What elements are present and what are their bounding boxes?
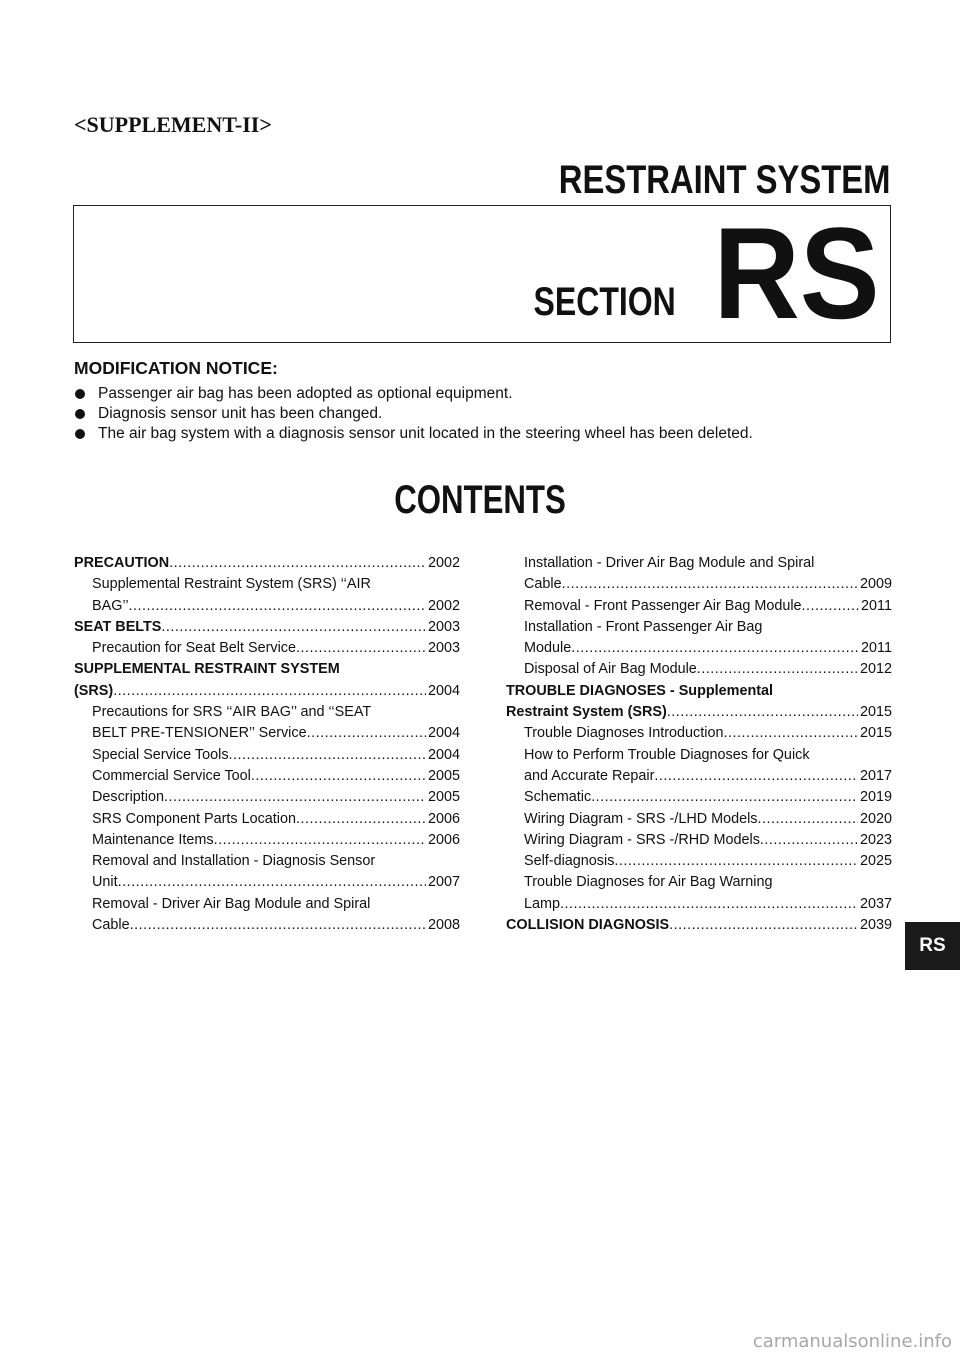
toc-entry-title: Wiring Diagram - SRS -/LHD Models: [524, 810, 758, 827]
toc-entry-title: and Accurate Repair: [524, 767, 655, 784]
toc-entry-title: Disposal of Air Bag Module: [524, 661, 697, 678]
toc-entry-title: Restraint System (SRS): [506, 704, 667, 721]
bullet-icon: [75, 389, 85, 399]
notice-item: The air bag system with a diagnosis sensor unit located in the steering wheel has been deleted.: [74, 424, 753, 444]
toc-entry-page: 2015: [859, 704, 892, 721]
toc-dot-leader: [562, 574, 858, 595]
toc-entry[interactable]: [506, 681, 892, 702]
toc-entry-title: Installation - Driver Air Bag Module and Spiral: [524, 555, 815, 571]
toc-entry-page: 2002: [427, 597, 460, 614]
toc-entry-title: Cable: [524, 576, 562, 593]
toc-entry[interactable]: [506, 894, 892, 915]
section-tab[interactable]: RS: [905, 922, 960, 970]
toc-entry-title: Unit: [92, 874, 118, 891]
toc-entry-page: 2007: [427, 874, 460, 891]
toc-entry-title: Module: [524, 640, 572, 657]
toc-entry[interactable]: [506, 723, 892, 744]
toc-entry-title: (SRS): [74, 682, 114, 699]
toc-entry-title: TROUBLE DIAGNOSES - Supplemental: [506, 682, 774, 699]
section-title: RESTRAINT SYSTEM: [558, 158, 890, 202]
toc-entry-title: BAG’’: [92, 597, 129, 614]
toc-entry[interactable]: [74, 681, 460, 702]
section-word: SECTION: [533, 280, 676, 324]
toc-dot-leader: [161, 617, 426, 638]
toc-dot-leader: [129, 596, 426, 617]
toc-entry[interactable]: [74, 787, 460, 808]
toc-entry-page: 2011: [861, 597, 892, 614]
toc-entry[interactable]: [506, 915, 892, 936]
toc-entry-title: Cable: [92, 917, 130, 934]
toc-entry-page: 2006: [427, 810, 460, 827]
toc-entry[interactable]: [74, 702, 460, 723]
toc-dot-leader: [802, 596, 860, 617]
toc-dot-leader: [654, 766, 858, 787]
toc-entry[interactable]: [506, 787, 892, 808]
toc-entry[interactable]: [74, 830, 460, 851]
toc-entry-title: Precaution for Seat Belt Service: [92, 640, 296, 657]
toc-dot-leader: [560, 894, 858, 915]
toc-entry[interactable]: [74, 766, 460, 787]
supplement-label: <SUPPLEMENT-II>: [74, 112, 272, 137]
toc-left-column: [74, 553, 460, 936]
toc-dot-leader: [113, 681, 426, 702]
toc-entry-title: Maintenance Items: [92, 831, 214, 848]
toc-entry[interactable]: [506, 830, 892, 851]
toc-entry-page: 2004: [427, 682, 460, 699]
toc-entry[interactable]: [506, 638, 892, 659]
toc-entry-title: Installation - Front Passenger Air Bag: [524, 618, 763, 635]
toc-entry[interactable]: [506, 745, 892, 766]
toc-entry-title: Removal and Installation - Diagnosis Sensor: [92, 853, 376, 870]
toc-entry[interactable]: [74, 851, 460, 872]
notice-item: Diagnosis sensor unit has been changed.: [74, 404, 753, 424]
toc-entry[interactable]: [74, 553, 460, 574]
toc-entry[interactable]: [74, 745, 460, 766]
notice-item: Passenger air bag has been adopted as optional equipment.: [74, 384, 753, 404]
toc-entry[interactable]: [506, 617, 892, 638]
toc-entry-title: Self-diagnosis: [524, 853, 615, 870]
toc-entry[interactable]: [506, 702, 892, 723]
toc-dot-leader: [214, 830, 426, 851]
toc-entry[interactable]: [74, 638, 460, 659]
toc-entry-title: Wiring Diagram - SRS -/RHD Models: [524, 831, 760, 848]
toc-entry[interactable]: [74, 872, 460, 893]
toc-entry[interactable]: [74, 809, 460, 830]
toc-entry-title: SUPPLEMENTAL RESTRAINT SYSTEM: [74, 661, 340, 678]
section-code: RS: [713, 200, 880, 346]
toc-entry[interactable]: [506, 574, 892, 595]
toc-entry-title: SEAT BELTS: [74, 618, 162, 635]
watermark: carmanualsonline.info: [752, 1331, 952, 1352]
contents-title: CONTENTS: [394, 478, 566, 522]
toc-entry-page: 2003: [427, 640, 460, 657]
toc-dot-leader: [130, 915, 426, 936]
toc-entry-page: 2037: [859, 895, 892, 912]
toc-entry-title: Removal - Driver Air Bag Module and Spiral: [92, 895, 371, 912]
toc-entry[interactable]: [506, 851, 892, 872]
toc-entry-title: Schematic: [524, 789, 592, 806]
toc-entry-page: 2005: [427, 789, 460, 806]
toc-entry-page: 2004: [427, 725, 460, 742]
toc-dot-leader: [296, 638, 426, 659]
bullet-icon: [75, 409, 85, 419]
modification-notice-list: [74, 384, 753, 444]
toc-entry[interactable]: [506, 872, 892, 893]
toc-entry-title: COLLISION DIAGNOSIS: [506, 917, 670, 934]
toc-right-column: [506, 553, 892, 936]
toc-entry-page: 2023: [859, 831, 892, 848]
toc-dot-leader: [591, 787, 858, 808]
toc-entry-title: How to Perform Trouble Diagnoses for Quick: [524, 746, 810, 763]
toc-entry[interactable]: [74, 723, 460, 744]
toc-entry-title: Supplemental Restraint System (SRS) ‘‘AIR: [92, 576, 371, 593]
toc-entry[interactable]: [74, 659, 460, 680]
toc-entry-title: Precautions for SRS ‘‘AIR BAG’’ and ‘‘SEAT: [92, 704, 372, 721]
toc-entry-page: 2015: [859, 725, 892, 742]
toc-entry-page: 2019: [859, 789, 892, 806]
toc-dot-leader: [723, 723, 858, 744]
toc-entry-page: 2003: [427, 618, 460, 635]
toc-entry-title: Description: [92, 789, 164, 806]
toc-entry-page: 2039: [859, 917, 892, 934]
toc-dot-leader: [571, 638, 859, 659]
toc-entry-page: 2009: [859, 576, 892, 593]
toc-entry[interactable]: [74, 894, 460, 915]
toc-entry-title: BELT PRE-TENSIONER’’ Service: [92, 725, 307, 742]
toc-dot-leader: [164, 787, 426, 808]
toc-entry-page: 2004: [427, 746, 460, 763]
toc-entry[interactable]: [506, 659, 892, 680]
toc-entry-page: 2011: [861, 640, 892, 657]
toc-entry-title: Removal - Front Passenger Air Bag Module: [524, 597, 802, 614]
toc-entry-page: 2008: [427, 917, 460, 934]
toc-dot-leader: [667, 702, 858, 723]
toc-entry-page: 2017: [859, 767, 892, 784]
toc-entry[interactable]: [74, 596, 460, 617]
toc-entry-page: 2025: [859, 853, 892, 870]
toc-entry-page: 2020: [859, 810, 892, 827]
bullet-icon: [75, 429, 85, 439]
toc-entry-title: Lamp: [524, 895, 560, 912]
toc-dot-leader: [760, 830, 858, 851]
toc-dot-leader: [169, 553, 426, 574]
toc-entry-page: 2002: [427, 555, 460, 571]
toc-entry-page: 2005: [427, 767, 460, 784]
toc-dot-leader: [614, 851, 858, 872]
toc-entry[interactable]: [74, 617, 460, 638]
toc-entry-title: SRS Component Parts Location: [92, 810, 296, 827]
toc-dot-leader: [296, 809, 426, 830]
toc-entry-title: Special Service Tools: [92, 746, 229, 763]
toc-entry-page: 2012: [859, 661, 892, 678]
toc-entry-title: Commercial Service Tool: [92, 767, 251, 784]
modification-notice-heading: MODIFICATION NOTICE:: [74, 358, 278, 378]
toc-entry-title: PRECAUTION: [74, 555, 170, 571]
toc-entry[interactable]: [74, 915, 460, 936]
toc-entry[interactable]: [506, 766, 892, 787]
toc-entry[interactable]: [74, 574, 460, 595]
toc-dot-leader: [118, 872, 426, 893]
toc-entry[interactable]: [506, 596, 892, 617]
section-box: [73, 200, 891, 346]
toc-dot-leader: [669, 915, 858, 936]
toc-entry-title: Trouble Diagnoses Introduction: [524, 725, 724, 742]
toc-dot-leader: [758, 809, 858, 830]
toc-dot-leader: [697, 659, 858, 680]
toc-entry-title: Trouble Diagnoses for Air Bag Warning: [524, 874, 773, 891]
toc-dot-leader: [229, 745, 426, 766]
toc-entry-page: 2006: [427, 831, 460, 848]
toc-dot-leader: [251, 766, 426, 787]
toc-entry[interactable]: [506, 809, 892, 830]
toc-entry[interactable]: [506, 553, 892, 574]
toc-dot-leader: [307, 723, 426, 744]
